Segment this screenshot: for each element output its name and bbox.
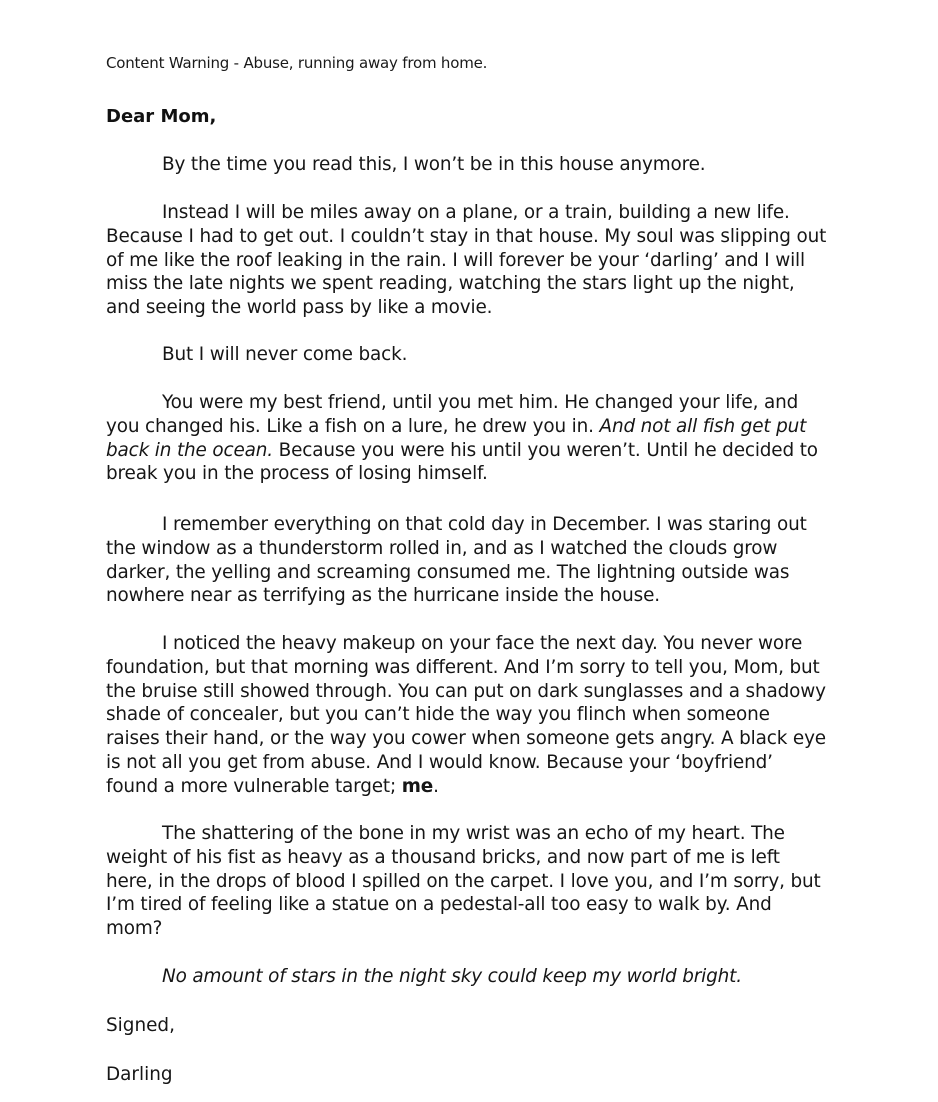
paragraph-6 xyxy=(106,632,828,799)
paragraph-3: But I will never come back. xyxy=(162,344,408,365)
paragraph-5: I remember everything on that cold day in December. I was staring out the window as a thunderstorm rolled in, and as I watched the clouds grow darker, the yelling and screaming consumed me. The lightning outside was nowhere near as terrifying as the hurricane inside the house. xyxy=(106,514,807,607)
salutation: Dear Mom, xyxy=(106,106,217,127)
paragraph-4 xyxy=(106,391,828,486)
paragraph-6-text-b: . xyxy=(433,775,439,797)
paragraph-6-text-a: I noticed the heavy makeup on your face the next day. You never wore foundation, but that morning was different. And I’m sorry to tell you, Mom, but the bruise still showed through. You can put on dark sunglasses and a shadowy shade of concealer, but you can’t hide the way you flinch when someone raises their hand, or the way you cower when someone gets angry. A black eye is not all you get from abuse. And I would know. Because your ‘boyfriend’ found a more vulnerable target; xyxy=(106,633,826,797)
paragraph-7: The shattering of the bone in my wrist was an echo of my heart. The weight of his fist as heavy as a thousand bricks, and now part of me is left here, in the drops of blood I spilled on the carpet. I love you, and I’m sorry, but I’m tired of feeling like a statue on a pedestal-all too easy to walk by. And mom? xyxy=(106,823,821,940)
paragraph-4-italic: And not all fish get put back in the ocean. xyxy=(106,415,807,461)
paragraph-4-text-b: Because you were his until you weren’t. Until he decided to break you in the process of losing himself. xyxy=(106,439,818,485)
paragraph-6-bold: me xyxy=(401,775,434,797)
signature: Darling xyxy=(106,1064,173,1085)
paragraph-8: No amount of stars in the night sky could keep my world bright. xyxy=(162,966,742,987)
paragraph-1: By the time you read this, I won’t be in this house anymore. xyxy=(162,154,706,175)
content-warning: Content Warning - Abuse, running away from home. xyxy=(106,54,488,72)
paragraph-2: Instead I will be miles away on a plane, or a train, building a new life. Because I had to get out. I couldn’t stay in that house. My soul was slipping out of me like the roof leaking in the rain. I will forever be your ‘darling’ and I will miss the late nights we spent reading, watching the stars light up the night, and seeing the world pass by like a movie. xyxy=(106,202,827,319)
paragraph-4-text-a: You were my best friend, until you met him. He changed your life, and you changed his. Like a fish on a lure, he drew you in. xyxy=(106,392,799,437)
closing: Signed, xyxy=(106,1015,175,1036)
